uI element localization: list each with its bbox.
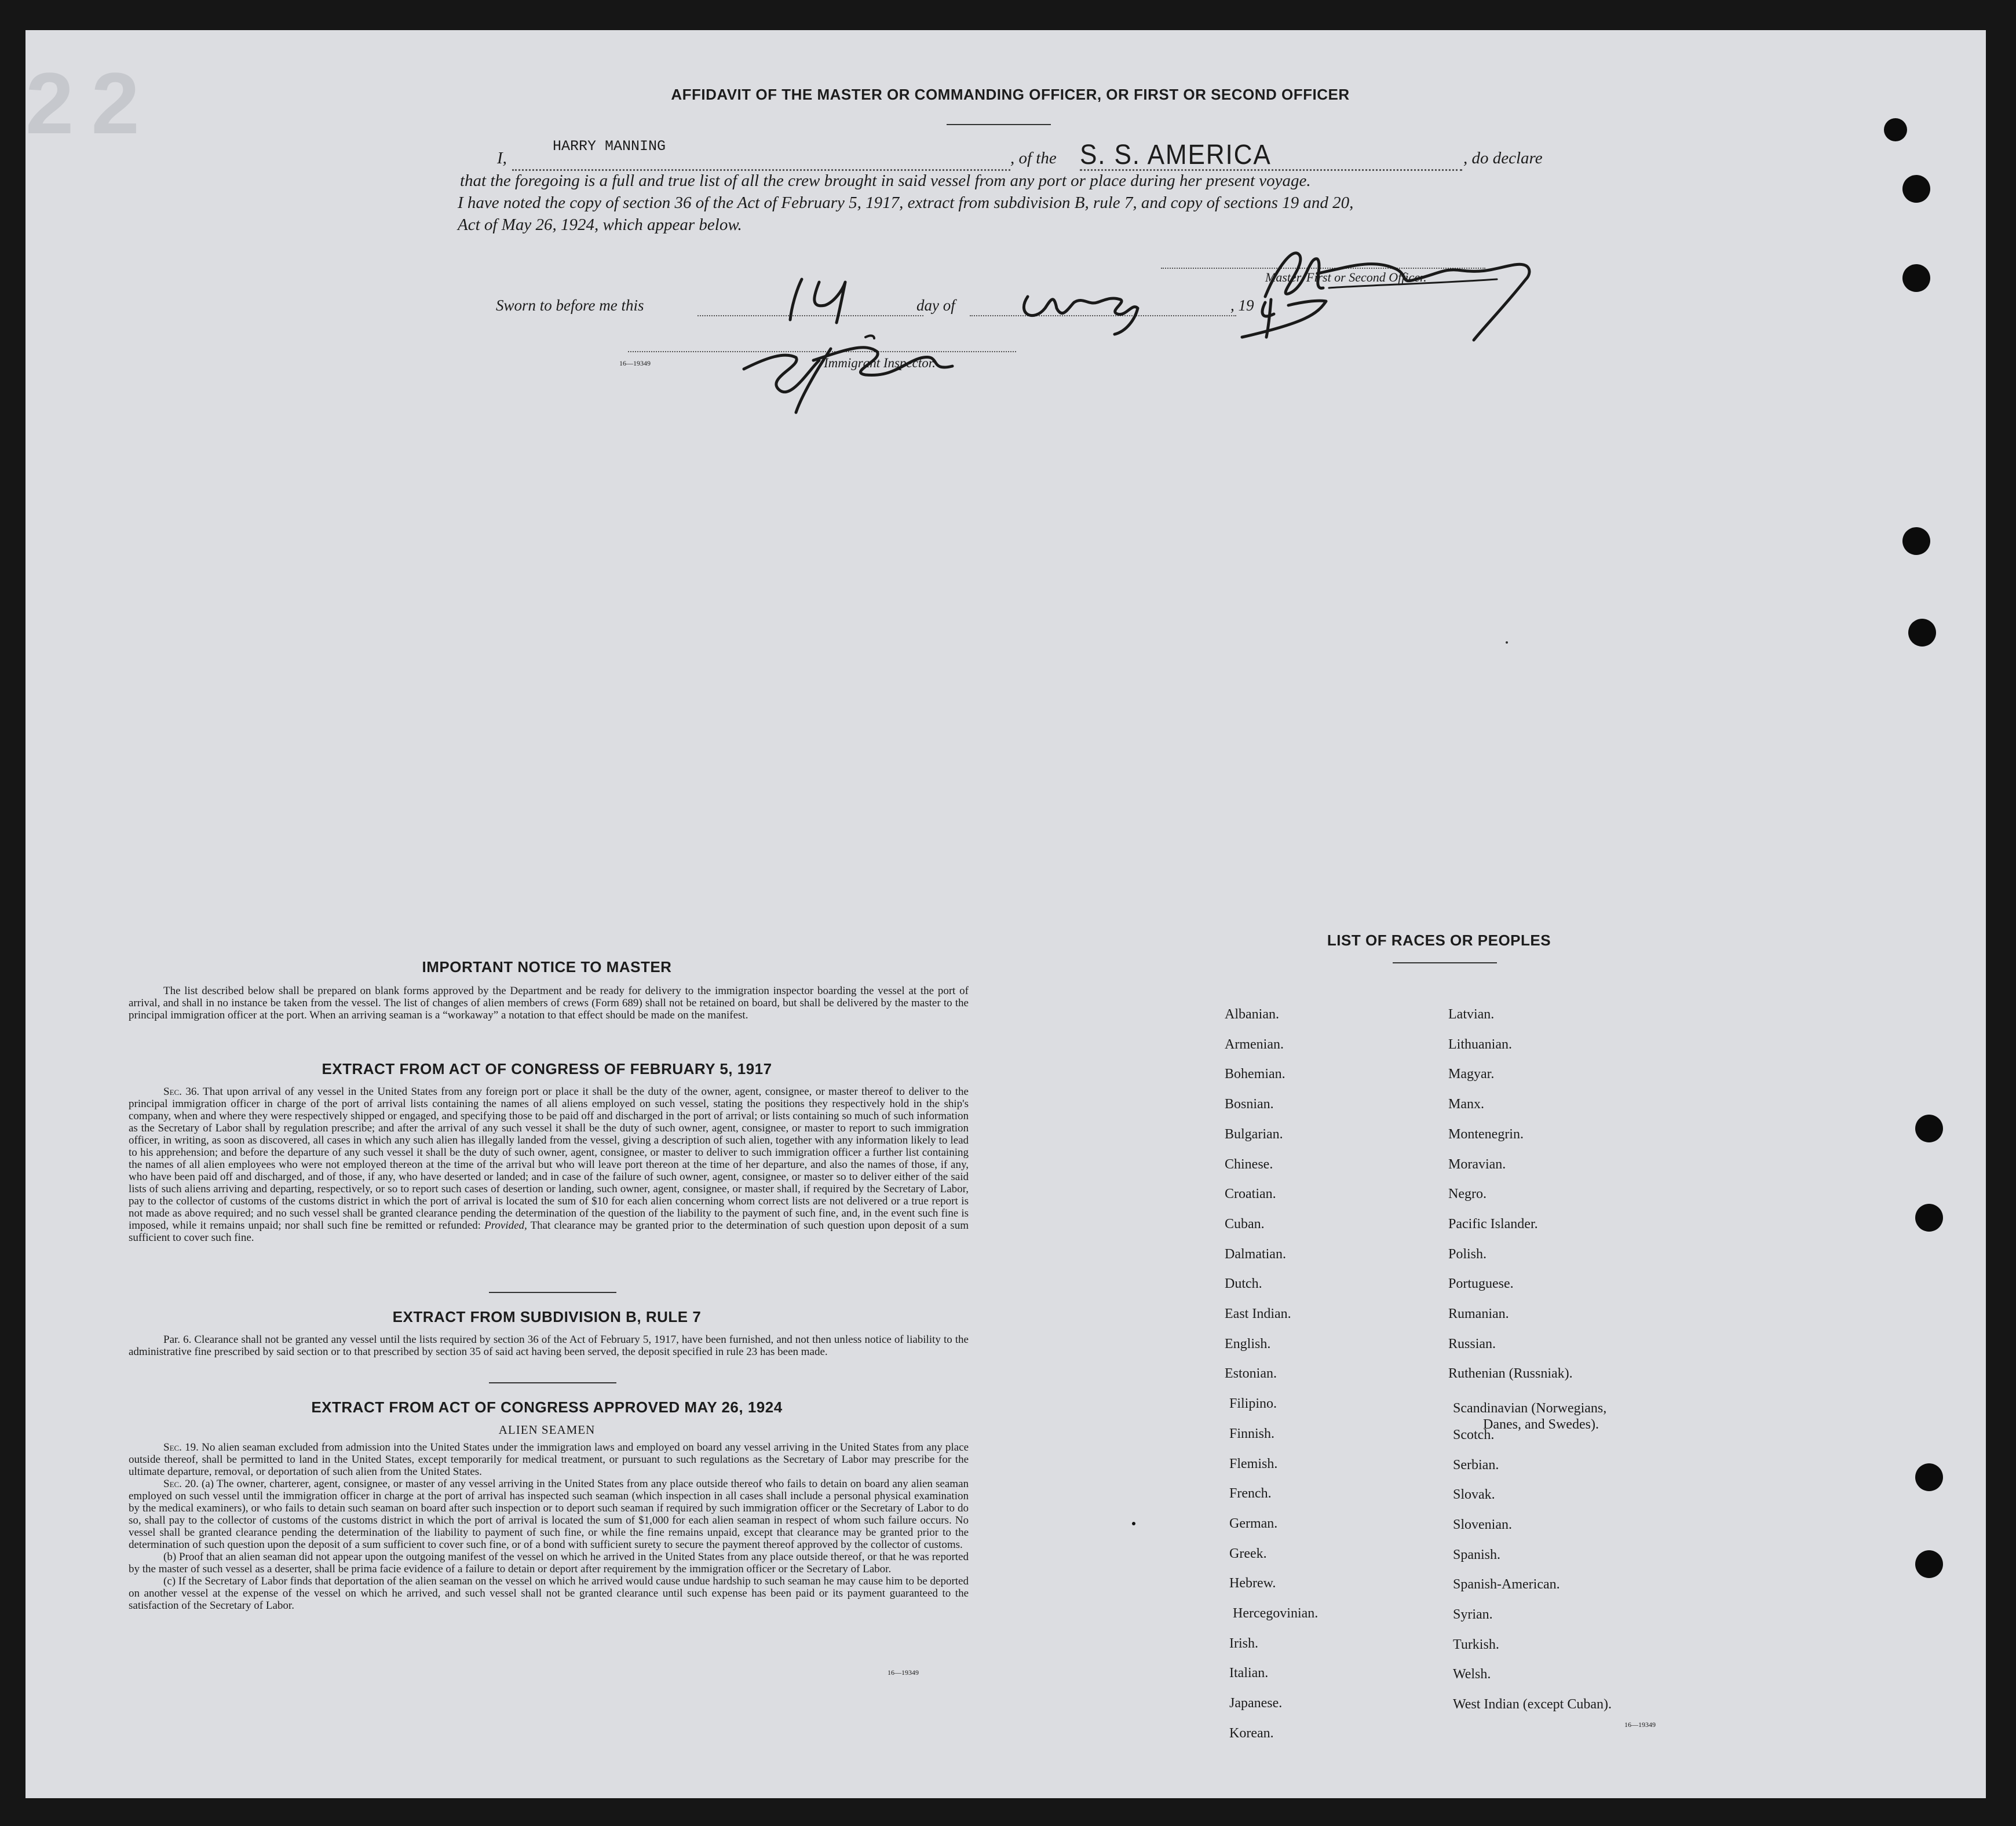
race-left-item: Bohemian. (1225, 1067, 1285, 1082)
races-form-number: 16—19349 (1624, 1721, 1656, 1729)
races-title-divider (1393, 962, 1497, 963)
race-left-item: Estonian. (1225, 1366, 1277, 1382)
extract-rule7-body (129, 1334, 969, 1358)
race-right-item: Montenegrin. (1448, 1126, 1524, 1142)
race-right-item: Polish. (1448, 1246, 1487, 1262)
race-right-item: Rumanian. (1448, 1306, 1509, 1321)
speck (1506, 641, 1508, 644)
sec-20c-text: (c) If the Secretary of Labor finds that deportation of the alien seaman on the vessel on which he arrived would cause undue hardship to such seaman he may cause him to be deported on another vessel at the expense of the vessel on which he arrived, and such vessel shall not be granted clearance until such expense has been paid or its payment guaranteed to the satisfaction of the Secretary of Labor. (129, 1575, 969, 1612)
speck (1132, 1522, 1135, 1525)
officer-name: HARRY MANNING (553, 138, 666, 155)
notice-title: IMPORTANT NOTICE TO MASTER (422, 958, 672, 976)
race-left-item: Korean. (1229, 1725, 1274, 1741)
document-sheet (25, 30, 1986, 1798)
race-right-item: Negro. (1448, 1186, 1487, 1202)
race-left-item: Bosnian. (1225, 1097, 1274, 1112)
races-title: LIST OF RACES OR PEOPLES (1327, 932, 1551, 949)
race-right-item: Danes, and Swedes). (1483, 1417, 1599, 1433)
rule7-paragraph: Par. 6. Clearance shall not be granted any vessel until the lists required by section 36 of the Act of February 5, 1917, have been furnished, and not then unless notice of liability to the administrative fine prescribed by said section or to that prescribed by section 35 of said act having been served, the deposit specified in rule 23 has been made. (129, 1334, 969, 1358)
race-left-item: Dalmatian. (1225, 1246, 1286, 1262)
race-right-item: Pacific Islander. (1448, 1216, 1538, 1232)
inspector-signature (732, 326, 1057, 424)
race-left-item: Flemish. (1229, 1456, 1278, 1471)
race-right-item: West Indian (except Cuban). (1453, 1697, 1612, 1712)
race-right-item: Spanish-American. (1453, 1577, 1560, 1593)
sworn-year-value (1230, 279, 1346, 343)
race-left-item: Chinese. (1225, 1156, 1273, 1172)
sworn-day-value (779, 273, 865, 326)
extract-rule7-title: EXTRACT FROM SUBDIVISION B, RULE 7 (392, 1308, 702, 1325)
divider-1 (489, 1292, 616, 1293)
alien-seamen-subtitle: ALIEN SEAMEN (498, 1423, 596, 1437)
binder-hole (1915, 1204, 1943, 1232)
race-left-item: East Indian. (1225, 1306, 1291, 1321)
binder-hole (1915, 1550, 1943, 1578)
race-right-item: Slovenian. (1453, 1517, 1512, 1532)
master-caption: Master, First or Second Officer. (1265, 270, 1427, 284)
of-the-label: , of the (1010, 149, 1057, 167)
affidavit-title: AFFIDAVIT OF THE MASTER OR COMMANDING OFFICER, OR FIRST OR SECOND OFFICER (671, 86, 1350, 103)
extract-1917-body (129, 1086, 969, 1244)
extract-form-number: 16—19349 (888, 1668, 919, 1677)
race-left-item: Cuban. (1225, 1216, 1265, 1232)
race-left-item: Dutch. (1225, 1276, 1262, 1292)
race-right-item: Scotch. (1453, 1427, 1495, 1442)
race-left-item: French. (1229, 1486, 1272, 1502)
race-left-item: Japanese. (1229, 1696, 1283, 1711)
race-left-item: Italian. (1229, 1666, 1269, 1681)
race-right-item: Russian. (1448, 1336, 1496, 1352)
proviso-label: Provided, (484, 1219, 527, 1232)
sec-36-text: That upon arrival of any vessel in the United States from any foreign port or place it shall be the duty of the owner, agent, consignee, or master thereof to deliver to the principal immigration officer in charge of the port of arrival lists containing the names of all aliens employed on such vessel, stating the positions they respectively hold in the ship's company, when and where they were respectively shipped or engaged, and specifying those to be paid off and discharged in the port of arrival; or lists containing so much of such information as the Secretary of Labor shall by regulation prescribe; and after the arrival of any such vessel it shall be the duty of such owner, agent, consignee, or master to report to such immigration officer, in writing, as soon as discovered, all cases in which any such alien has illegally landed from the vessel, giving a description of such alien, together with any information likely to lead to his apprehension; and before the departure of any such vessel it shall be the duty of such owner, agent, consignee, or master to deliver to such immigration officer a further list containing the names of all alien employees who were not employed thereon at the time of the arrival but who will leave port thereon at the time of her departure, and also the names of those, if any, who have been paid off and discharged, and of those, if any, who have deserted or landed; and in case of the failure of such owner, agent, consignee, or master so to deliver either of the said lists of such aliens arriving and departing, respectively, or so to report such cases of desertion or landing, such owner, agent, consignee, or master shall, if required by the Secretary of Labor, pay to the collector of customs of the customs district in which the port of arrival is located the sum of $10 for each alien concerning whom correct lists are not delivered or a true report is not made as above required; and no such vessel shall be granted clearance pending the determination of the question of the liability to the payment of such fine, and, in the event such fine is imposed, while it remains unpaid; nor shall such fine be remitted or refunded: (129, 1086, 969, 1232)
race-right-item: Lithuanian. (1448, 1036, 1512, 1052)
race-right-item: Moravian. (1448, 1156, 1506, 1172)
inspector-caption: Immigrant Inspector. (824, 356, 936, 370)
race-left-item: Greek. (1229, 1546, 1267, 1561)
race-left-item: Armenian. (1225, 1036, 1284, 1052)
day-of-label: day of (916, 297, 955, 314)
binder-hole (1884, 118, 1907, 141)
race-right-item: Latvian. (1448, 1007, 1495, 1022)
race-right-item: Syrian. (1453, 1607, 1493, 1622)
proviso-text: That clearance may be granted prior to the determination of such question upon deposit of a sum sufficient to cover such fine. (129, 1219, 969, 1244)
race-left-item: English. (1225, 1336, 1271, 1352)
i-label: I, (497, 149, 507, 167)
notice-body (129, 985, 969, 1021)
extract-1917-title: EXTRACT FROM ACT OF CONGRESS OF FEBRUARY 5, 1917 (322, 1060, 772, 1078)
race-right-item: Manx. (1448, 1097, 1484, 1112)
affidavit-form-number: 16—19349 (619, 359, 651, 367)
race-left-item: Irish. (1229, 1635, 1258, 1651)
sec-20a-text: (a) The owner, charterer, agent, consignee, or master of any vessel arriving in the United States from any place outside thereof who fails to detain on board any alien seaman employed on such vessel until the immigration officer in charge at the port of arrival has inspected such seaman (which inspection in all cases shall include a personal physical examination by the medical examiners), or who fails to detain such seaman on board after such inspection or to deport such seaman if required by such immigration officer or the Secretary of Labor to do so, shall pay to the collector of customs of the customs district in which the port of arrival is located the sum of $1,000 for each alien seaman in respect of whom such failure occurs. No vessel shall be granted clearance pending the determination of the liability to payment of such fine, or while the fine remains unpaid, except that clearance may be granted prior to the determination of such question upon the deposit of a sum sufficient to cover such fine, or of a bond with sufficient surety to secure the payment thereof approved by the collector of customs. (129, 1478, 969, 1551)
affidavit-line-3: I have noted the copy of section 36 of the Act of February 5, 1917, extract from subdivision B, rule 7, and copy of sections 19 and 20, (458, 193, 1354, 212)
do-declare-label: , do declare (1463, 149, 1543, 167)
binder-hole (1902, 264, 1930, 292)
race-right-item: Scandinavian (Norwegians, (1453, 1401, 1607, 1416)
race-left-item: Hercegovinian. (1233, 1606, 1319, 1621)
extract-1924-body (129, 1441, 969, 1612)
extract-1924-title: EXTRACT FROM ACT OF CONGRESS APPROVED MAY 26, 1924 (311, 1398, 783, 1416)
affidavit-line-4: Act of May 26, 1924, which appear below. (458, 216, 742, 234)
sec-20b-text: (b) Proof that an alien seaman did not appear upon the outgoing manifest of the vessel on which he arrived in the United States from any place outside thereof, or that he was reported by the master of such vessel as a deserter, shall be prima facie evidence of a failure to detain or deport after requirement by the immigration officer or the Secretary of Labor. (129, 1551, 969, 1575)
race-right-item: Turkish. (1453, 1637, 1499, 1652)
year-prefix: , 19 (1230, 297, 1254, 314)
race-left-item: Croatian. (1225, 1186, 1276, 1202)
race-right-item: Spanish. (1453, 1547, 1501, 1562)
affidavit-line-2: that the foregoing is a full and true list of all the crew brought in said vessel from any port or place during her present voyage. (460, 171, 1311, 190)
sec-20-label: Sec. 20. (163, 1478, 199, 1490)
race-left-item: German. (1229, 1515, 1278, 1531)
sworn-label: Sworn to before me this (496, 297, 644, 314)
race-left-item: Albanian. (1225, 1007, 1279, 1022)
race-left-item: Bulgarian. (1225, 1126, 1283, 1142)
binder-hole (1908, 619, 1936, 647)
sec-19-label: Sec. 19. (163, 1441, 199, 1454)
binder-hole (1902, 527, 1930, 555)
sec-19-text: No alien seaman excluded from admission into the United States under the immigration laws and employed on board any vessel arriving in the United States from any place outside thereof, shall be permitted to land in the United States, except temporarily for medical treatment, or pursuant to such regulations as the Secretary of Labor may prescribe for the ultimate departure, removal, or deportation of such alien from the United States. (129, 1441, 969, 1478)
vessel-name: S. S. AMERICA (1080, 140, 1272, 170)
race-right-item: Magyar. (1448, 1067, 1495, 1082)
race-right-item: Portuguese. (1448, 1276, 1514, 1292)
race-left-item: Filipino. (1229, 1396, 1277, 1412)
race-right-item: Ruthenian (Russniak). (1448, 1366, 1573, 1382)
sec-36-label: Sec. 36. (163, 1086, 200, 1098)
officer-name-line (512, 169, 1010, 171)
race-left-item: Finnish. (1229, 1426, 1275, 1441)
faded-page-stamp: 2 2 (25, 54, 140, 152)
race-right-item: Slovak. (1453, 1487, 1495, 1503)
binder-hole (1902, 175, 1930, 203)
race-right-item: Welsh. (1453, 1667, 1491, 1682)
divider-2 (489, 1382, 616, 1383)
binder-hole (1915, 1463, 1943, 1491)
title-divider (947, 124, 1051, 125)
race-left-item: Hebrew. (1229, 1576, 1276, 1591)
race-right-item: Serbian. (1453, 1457, 1499, 1473)
notice-paragraph: The list described below shall be prepared on blank forms approved by the Department and be ready for delivery to the immigration inspector boarding the vessel at the port of arrival, and shall in no instance be taken from the vessel. The list of changes of alien members of crews (Form 689) shall not be retained on board, but shall be delivered by the master to the principal immigration officer at the port. When an arriving seaman is a “workaway” a notation to that effect should be made on the manifest. (129, 985, 969, 1021)
binder-hole (1915, 1115, 1943, 1142)
